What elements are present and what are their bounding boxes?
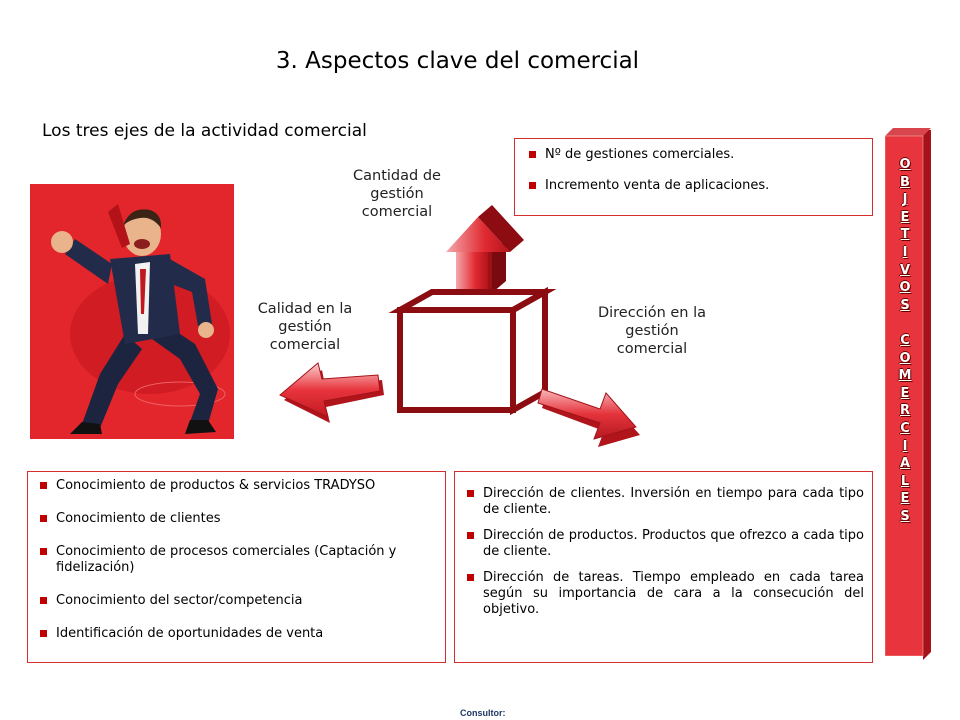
calidad-list [38, 478, 437, 642]
calidad-details-box [27, 471, 446, 663]
consultor-footer: Consultor: [460, 708, 506, 718]
arrow-right-direccion [538, 389, 640, 447]
list-item: Nº de gestiones comerciales. [527, 147, 862, 163]
axis-label-line: gestión [625, 323, 679, 339]
central-cube [400, 292, 545, 410]
objetivos-letter: O [899, 280, 911, 296]
top-goals-box [514, 138, 873, 216]
section-subtitle: Los tres ejes de la actividad comercial [42, 121, 367, 141]
page-title: 3. Aspectos clave del comercial [275, 48, 640, 74]
objetivos-letter: R [899, 403, 910, 419]
list-item: Conocimiento de clientes [38, 511, 437, 527]
arrow-up-cantidad [446, 205, 524, 293]
direccion-details-box [454, 471, 873, 663]
direccion-list [465, 486, 864, 618]
objetivos-letter [886, 314, 924, 332]
businessman-photo [30, 184, 234, 439]
list-item: Dirección de productos. Productos que ofrezco a cada tipo de cliente. [465, 528, 864, 560]
objetivos-letter: C [900, 420, 910, 436]
objetivos-letter: S [900, 297, 910, 313]
list-item: Conocimiento del sector/competencia [38, 593, 437, 609]
objetivos-letter: E [900, 491, 910, 507]
objetivos-letter: C [900, 332, 910, 348]
list-item: Conocimiento de productos & servicios TRADYSO [38, 478, 437, 494]
list-item: Conocimiento de procesos comerciales (Captación y fidelización) [38, 544, 437, 576]
list-item: Identificación de oportunidades de venta [38, 626, 437, 642]
objetivos-letter: A [899, 456, 911, 472]
objetivos-comerciales-vertical-text [886, 156, 924, 525]
axis-label-line: Calidad en la [257, 301, 353, 317]
axis-label-line: gestión [370, 186, 424, 202]
objetivos-letter: M [898, 368, 912, 384]
list-item: Dirección de clientes. Inversión en tiempo para cada tipo de cliente. [465, 486, 864, 518]
list-item: Incremento venta de aplicaciones. [527, 178, 862, 194]
objetivos-letter: S [900, 508, 910, 524]
objetivos-letter: E [900, 209, 910, 225]
axis-label-line: Dirección en la [597, 305, 707, 321]
axis-label-line: comercial [269, 337, 341, 353]
objetivos-letter: T [900, 227, 910, 243]
axis-label-line: Cantidad de [353, 168, 441, 184]
axis-label-line: gestión [278, 319, 332, 335]
objetivos-letter: L [900, 473, 910, 489]
objetivos-letter: O [899, 350, 911, 366]
axis-label-line: comercial [361, 204, 433, 220]
arrow-left-calidad [280, 363, 384, 423]
top-goals-list [527, 147, 862, 194]
objetivos-letter: V [899, 262, 911, 278]
cube-arrows-diagram [270, 195, 650, 465]
axis-label-line: comercial [616, 341, 688, 357]
objetivos-letter: E [900, 385, 910, 401]
objetivos-letter: I [902, 438, 908, 454]
objetivos-letter: I [902, 244, 908, 260]
objetivos-letter: J [902, 192, 908, 208]
list-item: Dirección de tareas. Tiempo empleado en cada tarea según su importancia de cara a la consecución del objetivo. [465, 570, 864, 618]
objetivos-letter: O [899, 157, 911, 172]
objetivos-letter: B [900, 174, 910, 190]
